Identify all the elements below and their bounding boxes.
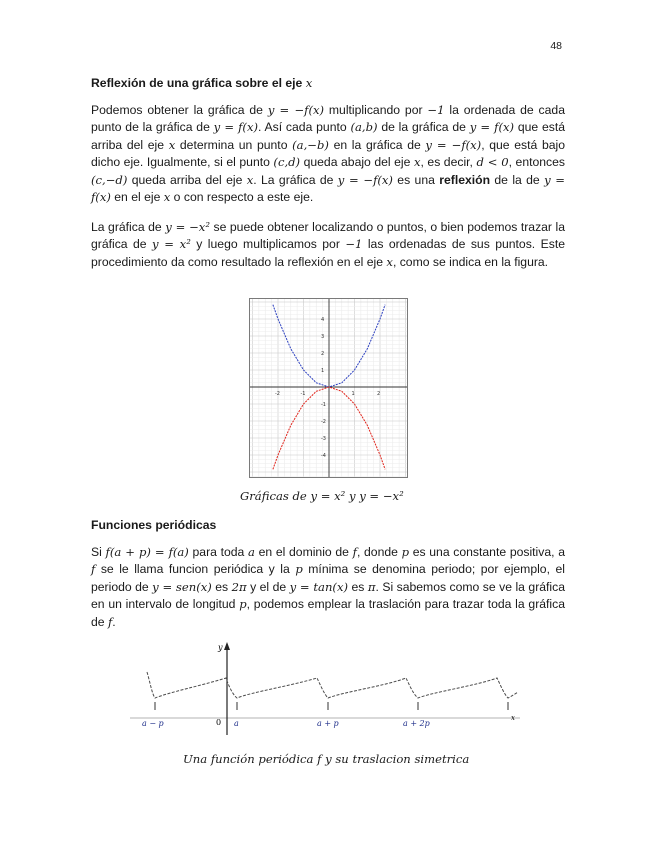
y-tick-label: 4 bbox=[321, 317, 325, 323]
text-run: Si bbox=[91, 545, 106, 559]
text-run: es una bbox=[392, 172, 440, 187]
math-expression: y = f(x) bbox=[469, 120, 515, 135]
label-a-minus-p: a − p bbox=[142, 719, 164, 728]
paragraph-parabola bbox=[91, 219, 565, 271]
periodic-origin-label: 0 bbox=[216, 718, 222, 727]
math-expression: (a,b) bbox=[350, 120, 378, 135]
parabola-caption: Gráficas de y = x² y y = −x² bbox=[240, 489, 404, 503]
math-expression: y = −f(x) bbox=[337, 172, 393, 187]
periodic-x-label: x bbox=[511, 714, 515, 722]
math-expression: −1 bbox=[345, 237, 363, 252]
text-run: determina un punto bbox=[175, 137, 293, 152]
bold-term: reflexión bbox=[439, 172, 491, 187]
math-expression: p bbox=[239, 597, 247, 612]
math-expression: (a,−b) bbox=[292, 137, 329, 152]
math-expression: (c,d) bbox=[273, 155, 301, 170]
text-run: multiplicando por bbox=[324, 103, 428, 117]
math-expression: −1 bbox=[427, 103, 445, 117]
math-expression: 2π bbox=[231, 579, 247, 594]
x-tick-label: -2 bbox=[275, 391, 280, 397]
math-expression: y = sen(x) bbox=[152, 579, 212, 594]
text-run: de la de bbox=[490, 172, 545, 187]
math-expression: y = −f(x) bbox=[425, 137, 482, 152]
y-tick-label: -2 bbox=[321, 419, 326, 425]
text-run: de la gráfica de bbox=[377, 120, 470, 135]
y-tick-label: 1 bbox=[321, 368, 325, 374]
heading-text: Reflexión de una gráfica sobre el eje bbox=[91, 76, 303, 90]
text-run: queda abajo del eje bbox=[300, 155, 414, 170]
text-run: , como se indica en la figura. bbox=[392, 254, 549, 269]
periodic-y-label: y bbox=[218, 643, 223, 652]
y-tick-label: 2 bbox=[321, 351, 325, 357]
math-expression: x bbox=[163, 190, 171, 205]
text-run: Podemos obtener la gráfica de bbox=[91, 103, 268, 117]
parabola-graph bbox=[249, 298, 408, 478]
math-expression: y = −f(x) bbox=[267, 103, 325, 117]
x-tick-label: -1 bbox=[300, 391, 306, 397]
text-run: es bbox=[348, 579, 368, 594]
text-run: o con respecto a este eje. bbox=[170, 190, 314, 205]
text-run: . Así cada punto bbox=[258, 120, 351, 135]
paragraph-reflexion bbox=[91, 102, 565, 206]
math-expression: f bbox=[352, 545, 357, 559]
periodic-caption: Una función periódica f y su traslacion simetrica bbox=[183, 752, 470, 766]
y-tick-label: -3 bbox=[321, 436, 326, 442]
page-number: 48 bbox=[550, 40, 562, 52]
math-expression: f bbox=[107, 614, 113, 629]
math-expression: x bbox=[168, 137, 176, 152]
text-run: es bbox=[211, 579, 232, 594]
section-heading-periodicas: Funciones periódicas bbox=[91, 518, 217, 532]
parabola-chart bbox=[250, 299, 407, 477]
heading-variable: x bbox=[305, 76, 313, 90]
text-run: y luego multiplicamos por bbox=[190, 237, 346, 252]
text-run: , es decir, bbox=[420, 155, 477, 170]
x-tick-label: 1 bbox=[351, 391, 355, 397]
math-expression: y = f(x) bbox=[213, 120, 259, 135]
text-run: queda arriba del eje bbox=[127, 172, 247, 187]
paragraph-periodicas bbox=[91, 544, 565, 631]
periodic-function-chart bbox=[130, 640, 530, 740]
text-run: se le llama funcion periódica y la bbox=[95, 562, 296, 577]
math-expression: x bbox=[246, 172, 254, 187]
math-expression: f(a + p) = f(a) bbox=[105, 545, 189, 559]
label-a-plus-p: a + p bbox=[317, 719, 339, 728]
periodic-function-graph bbox=[130, 640, 530, 740]
text-run: La gráfica de bbox=[91, 220, 166, 234]
text-run: , entonces bbox=[508, 155, 566, 170]
y-axis-arrow-icon bbox=[224, 642, 230, 650]
text-run: se puede obtener localizando o puntos, o bien podemos trazar la gráfica de bbox=[91, 220, 565, 252]
text-run: es una constante positiva, a bbox=[409, 545, 565, 559]
text-run: las ordenadas de sus puntos. Este procedimiento da como resultado la reflexión en el eje bbox=[91, 237, 565, 269]
math-expression: y = tan(x) bbox=[289, 579, 349, 594]
text-run: . Si sabemos como se ve la gráfica en un intervalo de longitud bbox=[91, 579, 565, 612]
math-expression: (c,−d) bbox=[91, 172, 128, 187]
x-tick-label: 2 bbox=[377, 391, 381, 397]
math-expression: x bbox=[386, 254, 393, 269]
label-a-plus-2p: a + 2p bbox=[403, 719, 430, 728]
y-tick-label: -1 bbox=[321, 402, 326, 408]
math-expression: p bbox=[295, 562, 303, 577]
text-run: que está arriba del eje bbox=[91, 120, 566, 152]
y-tick-label: 3 bbox=[321, 334, 325, 340]
text-run: , donde bbox=[356, 545, 402, 559]
text-run: . bbox=[112, 614, 116, 629]
periodic-wave-path bbox=[147, 672, 518, 698]
text-run: para toda bbox=[188, 545, 248, 559]
math-expression: π bbox=[367, 579, 376, 594]
y-tick-label: -4 bbox=[321, 453, 326, 459]
text-run: en el eje bbox=[110, 190, 164, 205]
text-run: , que está bajo dicho eje. Igualmente, si el punto bbox=[91, 137, 565, 170]
label-a: a bbox=[234, 719, 239, 728]
math-expression: d < 0 bbox=[476, 155, 509, 170]
text-run: . La gráfica de bbox=[253, 172, 338, 187]
text-run: y el de bbox=[246, 579, 290, 594]
text-run: la ordenada de cada punto de la gráfica de bbox=[91, 103, 565, 135]
math-expression: y = −x² bbox=[165, 220, 210, 234]
text-run: mínima se denomina periodo; por ejemplo, el periodo de bbox=[91, 562, 565, 594]
math-expression: a bbox=[248, 545, 255, 559]
periodic-wave bbox=[147, 672, 518, 698]
text-run: en el dominio de bbox=[254, 545, 353, 559]
math-expression: p bbox=[401, 545, 410, 559]
math-expression: f bbox=[91, 562, 96, 577]
math-expression: x bbox=[413, 155, 421, 170]
text-run: , podemos emplear la traslación para trazar toda la gráfica de bbox=[91, 597, 565, 629]
section-heading-reflexion bbox=[91, 76, 312, 90]
text-run: en la gráfica de bbox=[328, 137, 426, 152]
math-expression: y = x² bbox=[151, 237, 191, 252]
periodic-ticks bbox=[155, 702, 508, 710]
math-expression: y = f(x) bbox=[91, 172, 565, 205]
